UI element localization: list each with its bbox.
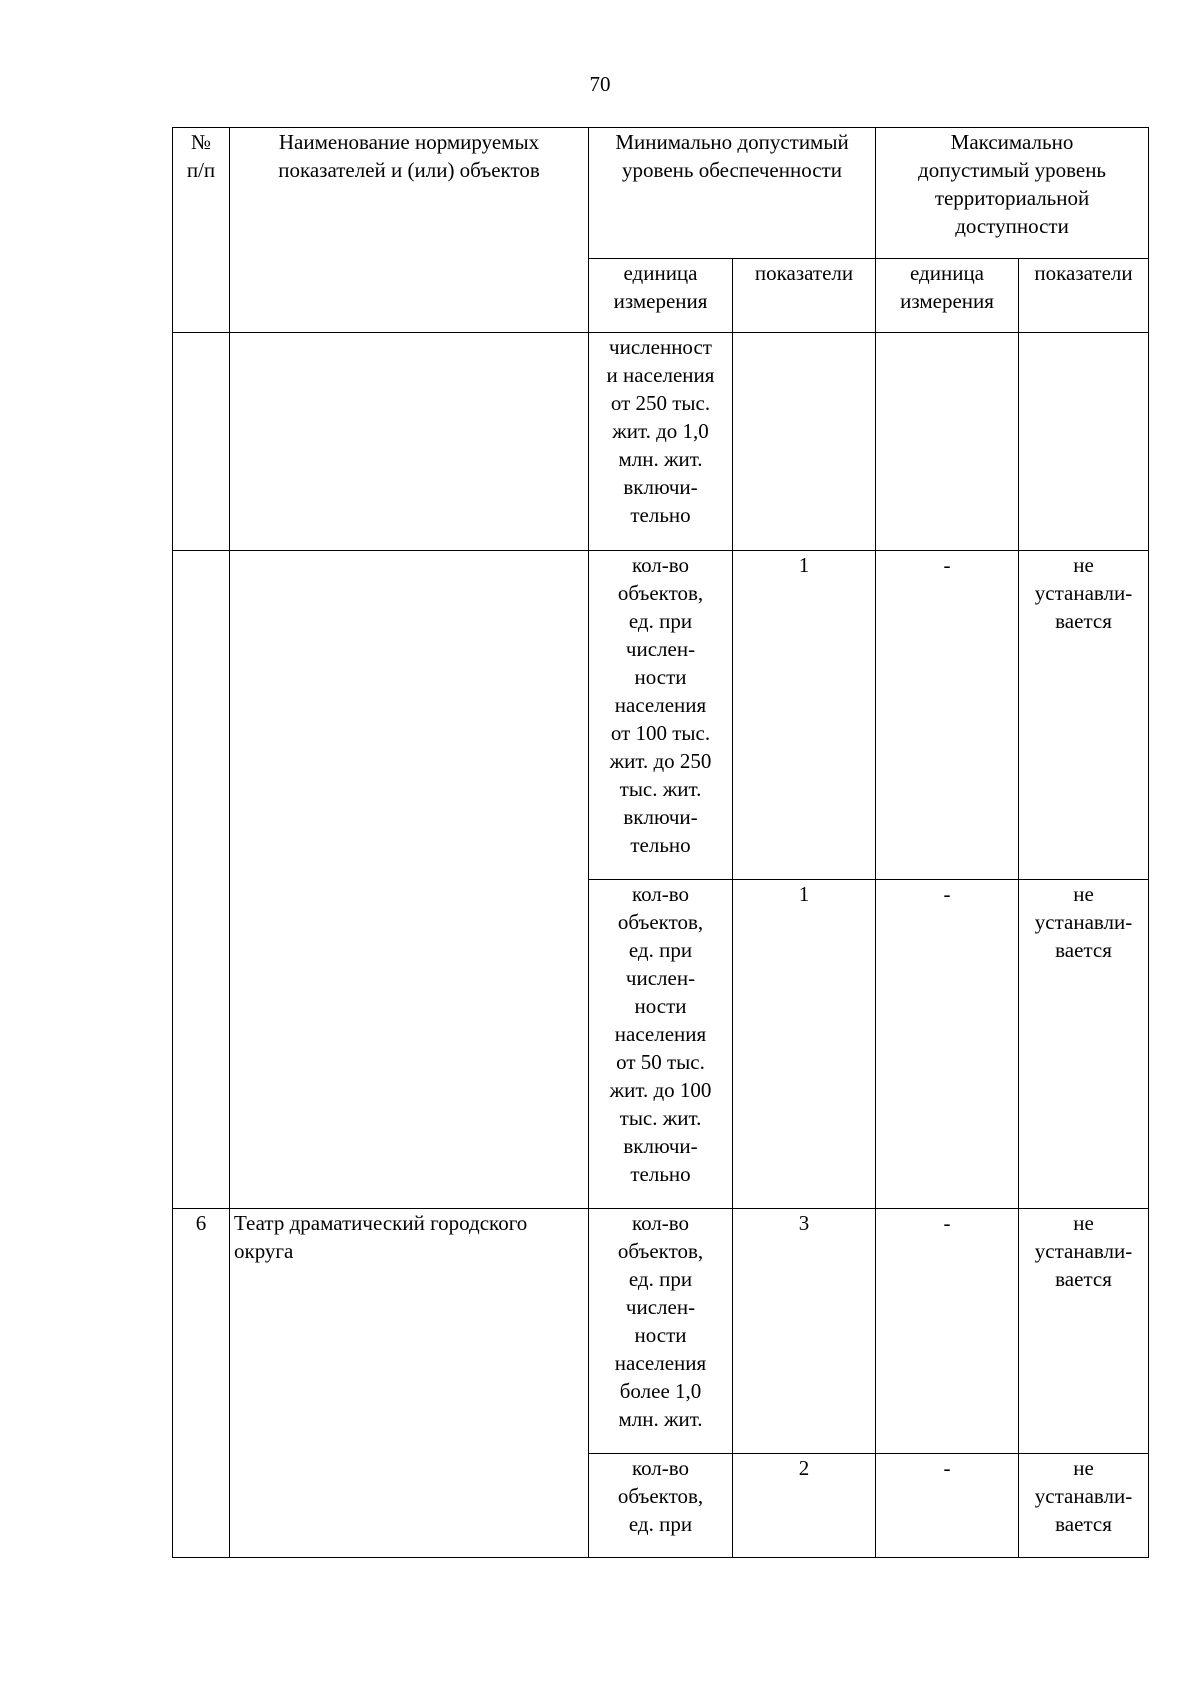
- table-header-row: [173, 128, 1149, 259]
- cell-value: 1: [733, 551, 876, 880]
- header-unit: единица измерения: [589, 259, 733, 333]
- cell-unit: кол-во объектов, ед. при числен- ности населения от 100 тыс. жит. до 250 тыс. жит. включи- тельно: [589, 551, 733, 880]
- cell-unit-2: -: [876, 1209, 1019, 1454]
- cell-value-2: не устанавли- вается: [1019, 880, 1149, 1209]
- header-value-2: показатели: [1019, 259, 1149, 333]
- cell-value-2: не устанавли- вается: [1019, 551, 1149, 880]
- header-number: № п/п: [173, 128, 230, 333]
- cell-unit: кол-во объектов, ед. при числен- ности населения более 1,0 млн. жит.: [589, 1209, 733, 1454]
- table-row: [173, 551, 1149, 880]
- header-min-level: Минимально допустимый уровень обеспеченности: [589, 128, 876, 259]
- cell-number: 6: [173, 1209, 230, 1558]
- cell-value: 1: [733, 880, 876, 1209]
- cell-value-2: [1019, 333, 1149, 551]
- page-number: 70: [589, 72, 611, 96]
- cell-unit-2: -: [876, 880, 1019, 1209]
- header-value: показатели: [733, 259, 876, 333]
- header-name: Наименование нормируемых показателей и (или) объектов: [230, 128, 589, 333]
- cell-unit-2: -: [876, 1454, 1019, 1558]
- cell-number: [173, 551, 230, 1209]
- cell-unit: численност и населения от 250 тыс. жит. до 1,0 млн. жит. включи- тельно: [589, 333, 733, 551]
- cell-unit-2: -: [876, 551, 1019, 880]
- cell-value-2: не устанавли- вается: [1019, 1454, 1149, 1558]
- cell-value-2: не устанавли- вается: [1019, 1209, 1149, 1454]
- cell-value: 3: [733, 1209, 876, 1454]
- cell-value: 2: [733, 1454, 876, 1558]
- cell-unit: кол-во объектов, ед. при: [589, 1454, 733, 1558]
- header-max-level: Максимально допустимый уровень территориальной доступности: [876, 128, 1149, 259]
- cell-value: [733, 333, 876, 551]
- header-unit-2: единица измерения: [876, 259, 1019, 333]
- cell-name: [230, 333, 589, 551]
- norms-table: [172, 127, 1149, 1558]
- cell-unit: кол-во объектов, ед. при числен- ности населения от 50 тыс. жит. до 100 тыс. жит. включи- тельно: [589, 880, 733, 1209]
- cell-name: [230, 551, 589, 1209]
- table-row: [173, 333, 1149, 551]
- cell-number: [173, 333, 230, 551]
- cell-name: Театр драматический городского округа: [230, 1209, 589, 1558]
- cell-unit-2: [876, 333, 1019, 551]
- table-row: [173, 1209, 1149, 1454]
